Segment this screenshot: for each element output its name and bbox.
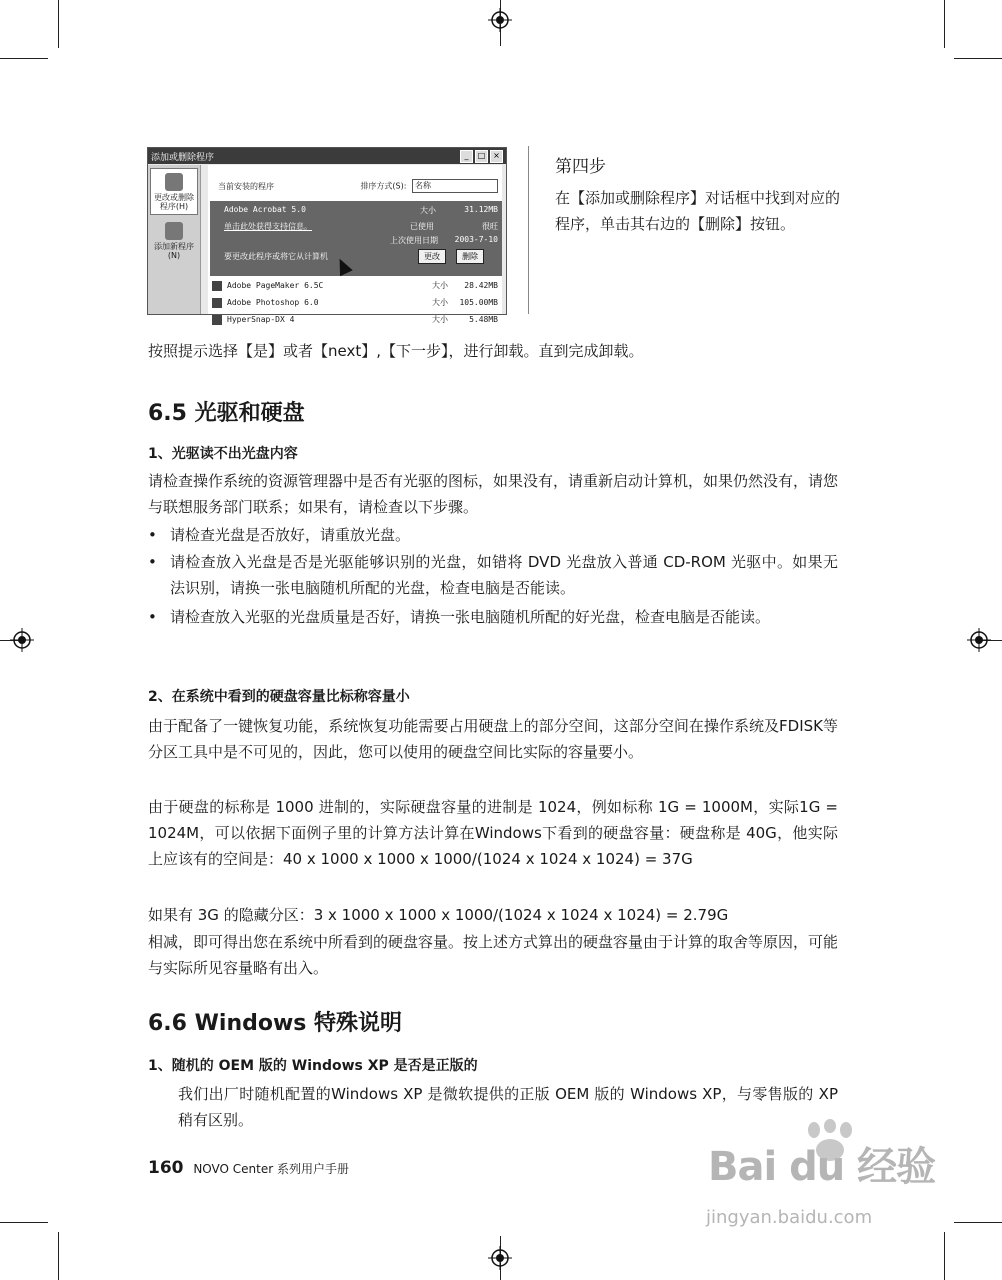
current-programs-label: 当前安装的程序 [218, 181, 274, 191]
remove-button[interactable]: 删除 [456, 249, 484, 264]
crop-mark [58, 1232, 59, 1280]
size-label: 大小 [432, 298, 448, 307]
size-value: 5.48MB [469, 315, 498, 324]
paragraph: 相减，即可得出您在系统中所看到的硬盘容量。按上述方式算出的硬盘容量由于计算的取舍等原因，可能与实际所见容量略有出入。 [148, 933, 839, 977]
crop-mark [954, 1222, 1002, 1223]
programs-icon [165, 173, 183, 191]
divider [528, 146, 529, 314]
paragraph: 由于硬盘的标称是 1000 进制的，实际硬盘容量的进制是 1024，例如标称 1G = 1000M，实际1G = 1024M，可以依据下面例子里的计算方法计算在Windows下看到的硬盘容量：硬盘称是 40G，他实际上应该有的空间是：40 x 1000 x 1000 x 1000/(1024 x 1024 x 1024) = 37G [148, 798, 838, 868]
minimize-icon[interactable]: _ [460, 150, 473, 163]
registration-mark-icon [488, 1246, 512, 1270]
size-label: 大小 [420, 206, 436, 215]
add-program-icon [165, 222, 183, 240]
list-item: • 请检查放入光驱的光盘质量是否好，请换一张电脑随机所配的好光盘，检查电脑是否能读。 [148, 604, 838, 630]
section-heading: 6.5 光驱和硬盘 [148, 401, 305, 426]
list-item: • 请检查光盘是否放好，请重放光盘。 [148, 522, 838, 548]
registration-mark-icon [488, 8, 512, 32]
paragraph: 我们出厂时随机配置的Windows XP 是微软提供的正版 OEM 版的 Windows XP，与零售版的 XP 稍有区别。 [178, 1085, 838, 1129]
last-used-value: 2003-7-10 [454, 235, 498, 244]
paragraph: 由于配备了一键恢复功能，系统恢复功能需要占用硬盘上的部分空间，这部分空间在操作系统及FDISK等分区工具中是不可见的，因此，您可以使用的硬盘空间比实际的容量要小。 [148, 717, 838, 761]
size-value: 105.00MB [459, 298, 498, 307]
program-name: Adobe PageMaker 6.5C [227, 281, 324, 290]
size-label: 大小 [432, 281, 448, 290]
paragraph: 请检查操作系统的资源管理器中是否有光驱的图标，如果没有，请重新启动计算机，如果仍然没有，请您与联想服务部门联系；如果有，请检查以下步骤。 [148, 472, 839, 516]
crop-mark [58, 0, 59, 48]
intro-paragraph: 按照提示选择【是】或者【next】,【下一步】，进行卸载。直到完成卸载。 [148, 342, 644, 360]
list-item: • 请检查放入光盘是否是光驱能够识别的光盘，如错将 DVD 光盘放入普通 CD-ROM 光驱中。如果无法识别，请换一张电脑随机所配的光盘，检查电脑是否能读。 [148, 549, 838, 601]
bullet-text: 请检查放入光驱的光盘质量是否好，请换一张电脑随机所配的好光盘，检查电脑是否能读。 [170, 608, 771, 626]
subsection-heading: 1、随机的 OEM 版的 Windows XP 是否是正版的 [148, 1058, 478, 1074]
sidebar-item-label: 更改或删除程序(H) [154, 193, 194, 211]
last-used-label: 上次使用日期 [390, 236, 438, 245]
support-link[interactable]: 单击此处获得支持信息。 [224, 222, 312, 231]
crop-mark [944, 1232, 945, 1280]
used-value: 很旺 [482, 222, 498, 231]
program-list-pane [208, 165, 502, 324]
subsection-heading: 2、在系统中看到的硬盘容量比标称容量小 [148, 689, 410, 705]
sort-label: 排序方式(S): [360, 181, 407, 191]
page-number: 160 [148, 1158, 184, 1178]
bullet-text: 请检查放入光盘是否是光驱能够识别的光盘，如错将 DVD 光盘放入普通 CD-ROM 光驱中。如果无法识别，请换一张电脑随机所配的光盘，检查电脑是否能读。 [170, 553, 838, 597]
sidebar [148, 165, 201, 314]
list-item[interactable] [210, 311, 502, 328]
selected-program-row[interactable] [210, 201, 502, 276]
close-icon[interactable]: × [490, 150, 503, 163]
watermark-logo: Bai du 经验 [708, 1144, 936, 1190]
change-hint: 要更改此程序或将它从计算机 [224, 252, 328, 261]
crop-mark [0, 58, 48, 59]
list-item[interactable] [210, 294, 502, 311]
window-titlebar [148, 148, 506, 164]
subsection-heading: 1、光驱读不出光盘内容 [148, 446, 298, 462]
size-label: 大小 [432, 315, 448, 324]
add-remove-programs-screenshot [147, 147, 507, 324]
section-heading: 6.6 Windows 特殊说明 [148, 1011, 403, 1036]
step-title: 第四步 [555, 157, 606, 177]
footer-title: NOVO Center 系列用户手册 [193, 1162, 350, 1176]
size-value: 28.42MB [464, 281, 498, 290]
crop-mark [954, 58, 1002, 59]
paragraph: 如果有 3G 的隐藏分区：3 x 1000 x 1000 x 1000/(1024 x 1024 x 1024) = 2.79G [148, 906, 729, 924]
used-label: 已使用 [410, 222, 434, 231]
window-title: 添加或删除程序 [151, 152, 215, 163]
sort-select[interactable]: 名称 [412, 179, 498, 193]
bullet-text: 请检查光盘是否放好，请重放光盘。 [170, 526, 411, 544]
list-item[interactable] [210, 277, 502, 294]
page-footer [148, 1158, 349, 1178]
program-name: Adobe Photoshop 6.0 [227, 298, 319, 307]
watermark-url: jingyan.baidu.com [706, 1207, 873, 1228]
program-name: HyperSnap-DX 4 [227, 315, 295, 324]
sidebar-item-add[interactable] [148, 218, 200, 260]
crop-mark [0, 1222, 48, 1223]
step-text: 在【添加或删除程序】对话框中找到对应的程序，单击其右边的【删除】按钮。 [555, 189, 841, 233]
maximize-icon[interactable]: □ [475, 150, 488, 163]
size-value: 31.12MB [464, 205, 498, 214]
program-icon [212, 281, 222, 291]
sidebar-item-label: 添加新程序(N) [154, 242, 194, 260]
crop-mark [944, 0, 945, 48]
program-icon [212, 298, 222, 308]
sidebar-item-change-remove[interactable] [150, 168, 198, 215]
change-button[interactable]: 更改 [418, 249, 446, 264]
registration-mark-icon [967, 628, 991, 652]
program-name: Adobe Acrobat 5.0 [224, 205, 306, 214]
registration-mark-icon [10, 628, 34, 652]
program-icon [212, 315, 222, 325]
